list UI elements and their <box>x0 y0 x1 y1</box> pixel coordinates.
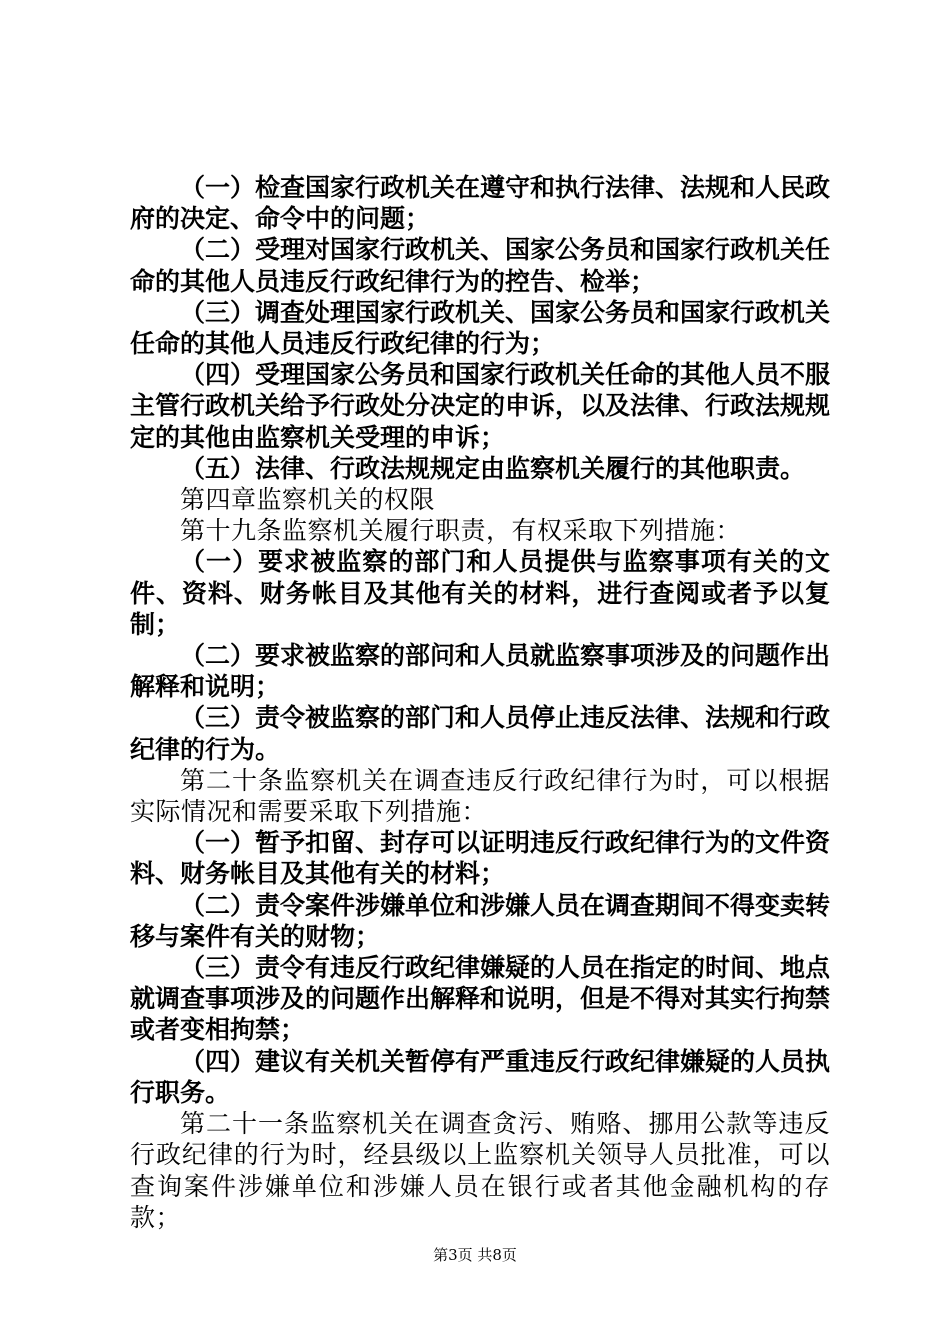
article-paragraph: 第二十条监察机关在调查违反行政纪律行为时，可以根据实际情况和需要采取下列措施： <box>130 765 830 827</box>
paragraph: （三）责令有违反行政纪律嫌疑的人员在指定的时间、地点就调查事项涉及的问题作出解释和说明，但是不得对其实行拘禁或者变相拘禁； <box>130 953 831 1045</box>
document-body <box>130 172 830 1233</box>
paragraph: （四）受理国家公务员和国家行政机关任命的其他人员不服主管行政机关给予行政处分决定的申诉，以及法律、行政法规规定的其他由监察机关受理的申诉； <box>130 360 831 452</box>
paragraph: （二）责令案件涉嫌单位和涉嫌人员在调查期间不得变卖转移与案件有关的财物； <box>130 890 831 951</box>
article-paragraph: 第二十一条监察机关在调查贪污、贿赂、挪用公款等违反行政纪律的行为时，经县级以上监察机关领导人员批准，可以查询案件涉嫌单位和涉嫌人员在银行或者其他金融机构的存款； <box>130 1109 830 1232</box>
paragraph: （四）建议有关机关暂停有严重违反行政纪律嫌疑的人员执行职务。 <box>130 1046 831 1107</box>
paragraph: （一）暂予扣留、封存可以证明违反行政纪律行为的文件资料、财务帐目及其他有关的材料； <box>130 828 831 889</box>
page-footer: 第3页 共8页 <box>433 1246 517 1264</box>
paragraph: （一）检查国家行政机关在遵守和执行法律、法规和人民政府的决定、命令中的问题； <box>130 173 831 234</box>
paragraph: （一）要求被监察的部门和人员提供与监察事项有关的文件、资料、财务帐目及其他有关的材料，进行查阅或者予以复制； <box>130 547 830 639</box>
paragraph: （三）调查处理国家行政机关、国家公务员和国家行政机关任命的其他人员违反行政纪律的行为； <box>130 297 831 359</box>
paragraph: （二）要求被监察的部问和人员就监察事项涉及的问题作出解释和说明； <box>130 641 831 702</box>
paragraph: （五）法律、行政法规规定由监察机关履行的其他职责。 <box>180 453 806 483</box>
chapter-heading: 第四章监察机关的权限 <box>180 485 436 515</box>
paragraph: （二）受理对国家行政机关、国家公务员和国家行政机关任命的其他人员违反行政纪律行为的控告、检举； <box>130 235 831 296</box>
paragraph: （三）责令被监察的部门和人员停止违反法律、法规和行政纪律的行为。 <box>130 703 831 764</box>
article-paragraph: 第十九条监察机关履行职责，有权采取下列措施： <box>180 516 742 546</box>
